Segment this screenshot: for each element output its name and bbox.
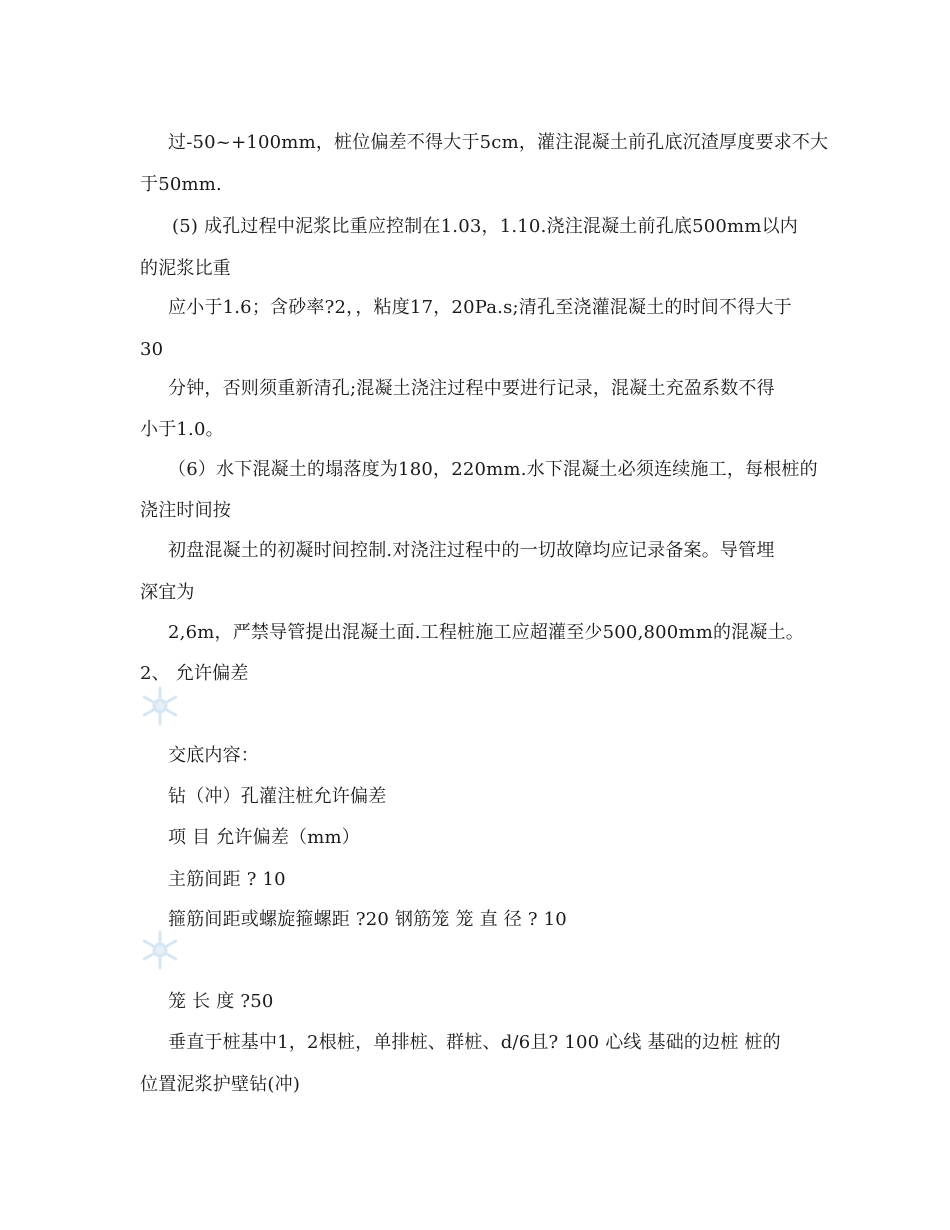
text-line: 主筋间距 ? 10 xyxy=(168,869,286,890)
text-line: (5) 成孔过程中泥浆比重应控制在1.03，1.10.浇注混凝土前孔底500mm以内 xyxy=(172,216,798,237)
text-line: 于50mm. xyxy=(140,174,222,195)
text-line: 应小于1.6；含砂率?2，，粘度17，20Pa.s;清孔至浇灌混凝土的时间不得大于 xyxy=(168,297,792,318)
text-line: 垂直于桩基中1，2根桩，单排桩、群桩、d/6且? 100 心线 基础的边桩 桩的 xyxy=(168,1032,781,1053)
text-line: 箍筋间距或螺旋箍螺距 ?20 钢筋笼 笼 直 径 ? 10 xyxy=(168,909,567,930)
text-line: 项 目 允许偏差（mm） xyxy=(168,827,360,848)
snowflake-icon xyxy=(138,684,182,728)
text-line: 位置泥浆护壁钻(冲) xyxy=(140,1074,301,1095)
text-line: 分钟，否则须重新清孔;混凝土浇注过程中要进行记录，混凝土充盈系数不得 xyxy=(168,378,775,399)
text-line: 初盘混凝土的初凝时间控制.对浇注过程中的一切故障均应记录备案。导管埋 xyxy=(168,540,775,561)
text-line: 过-50~+100mm，桩位偏差不得大于5cm，灌注混凝土前孔底沉渣厚度要求不大 xyxy=(168,132,829,153)
text-line: 的泥浆比重 xyxy=(140,258,231,279)
section-heading: 2、 允许偏差 xyxy=(140,663,249,684)
text-line: 深宜为 xyxy=(140,582,195,603)
text-line: 笼 长 度 ?50 xyxy=(168,991,274,1012)
text-line: 交底内容： xyxy=(168,745,259,766)
text-line: （6）水下混凝土的塌落度为180，220mm.水下混凝土必须连续施工，每根桩的 xyxy=(168,459,818,480)
text-line: 小于1.0。 xyxy=(140,419,224,440)
text-line: 2,6m，严禁导管提出混凝土面.工程桩施工应超灌至少500,800mm的混凝土。 xyxy=(168,622,804,643)
snowflake-icon xyxy=(138,928,182,972)
text-line: 钻（冲）孔灌注桩允许偏差 xyxy=(168,786,387,807)
text-line: 浇注时间按 xyxy=(140,500,231,521)
text-line: 30 xyxy=(140,339,164,360)
